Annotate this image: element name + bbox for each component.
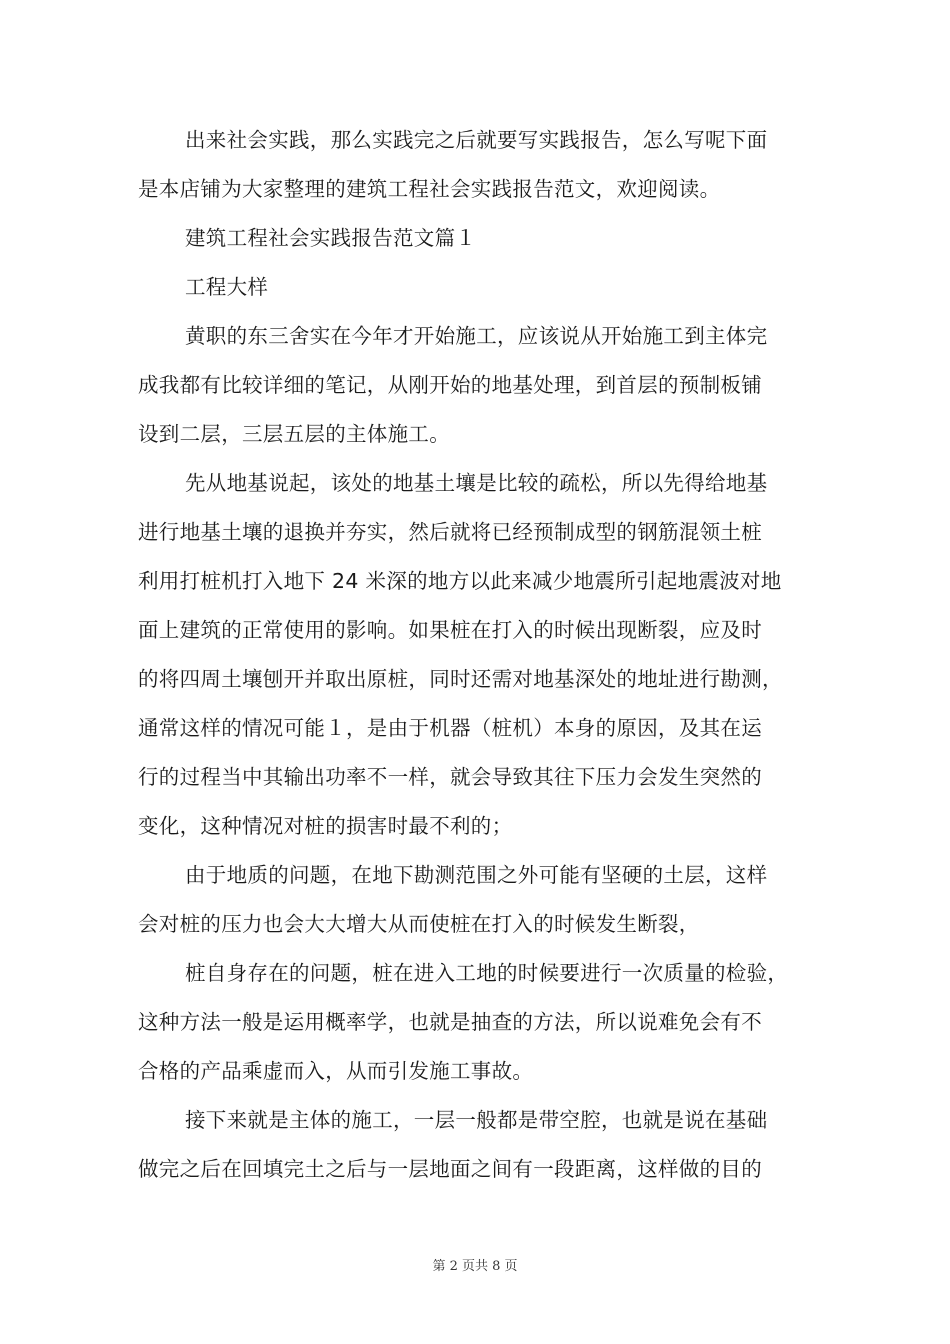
text-line: 成我都有比较详细的笔记，从刚开始的地基处理，到首层的预制板铺 <box>138 373 762 397</box>
text-line: 进行地基土壤的退换并夯实，然后就将已经预制成型的钢筋混领土桩 <box>138 520 762 544</box>
text-line: 设到二层，三层五层的主体施工。 <box>138 422 450 446</box>
text-line: 建筑工程社会实践报告范文篇１ <box>185 226 477 250</box>
text-line: 做完之后在回填完土之后与一层地面之间有一段距离，这样做的目的 <box>138 1157 762 1181</box>
text-line: 这种方法一般是运用概率学，也就是抽查的方法，所以说难免会有不 <box>138 1010 762 1034</box>
text-line: 先从地基说起，该处的地基土壤是比较的疏松，所以先得给地基 <box>185 471 768 495</box>
text-line: 面上建筑的正常使用的影响。如果桩在打入的时候出现断裂，应及时 <box>138 618 762 642</box>
text-line: 通常这样的情况可能１，是由于机器（桩机）本身的原因，及其在运 <box>138 716 762 740</box>
text-line: 是本店铺为大家整理的建筑工程社会实践报告范文，欢迎阅读。 <box>138 177 721 201</box>
document-body <box>138 116 822 1194</box>
text-line: 出来社会实践，那么实践完之后就要写实践报告，怎么写呢下面 <box>185 128 768 152</box>
text-line: 接下来就是主体的施工，一层一般都是带空腔，也就是说在基础 <box>185 1108 768 1132</box>
text-line: 合格的产品乘虚而入，从而引发施工事故。 <box>138 1059 534 1083</box>
text-line: 的将四周土壤刨开并取出原桩，同时还需对地基深处的地址进行勘测， <box>138 667 783 691</box>
text-line: 行的过程当中其输出功率不一样，就会导致其往下压力会发生突然的 <box>138 765 762 789</box>
page-footer: 第 2 页共 8 页 <box>432 1259 518 1274</box>
text-line: 变化，这种情况对桩的损害时最不利的； <box>138 814 513 838</box>
text-line: 由于地质的问题，在地下勘测范围之外可能有坚硬的土层，这样 <box>185 863 768 887</box>
text-line: 会对桩的压力也会大大增大从而使桩在打入的时候发生断裂， <box>138 912 700 936</box>
text-line: 工程大样 <box>185 275 269 299</box>
text-line: 利用打桩机打入地下 24 米深的地方以此来减少地震所引起地震波对地 <box>138 569 782 593</box>
text-line: 桩自身存在的问题，桩在进入工地的时候要进行一次质量的检验， <box>185 961 789 985</box>
text-line: 黄职的东三舍实在今年才开始施工，应该说从开始施工到主体完 <box>185 324 768 348</box>
